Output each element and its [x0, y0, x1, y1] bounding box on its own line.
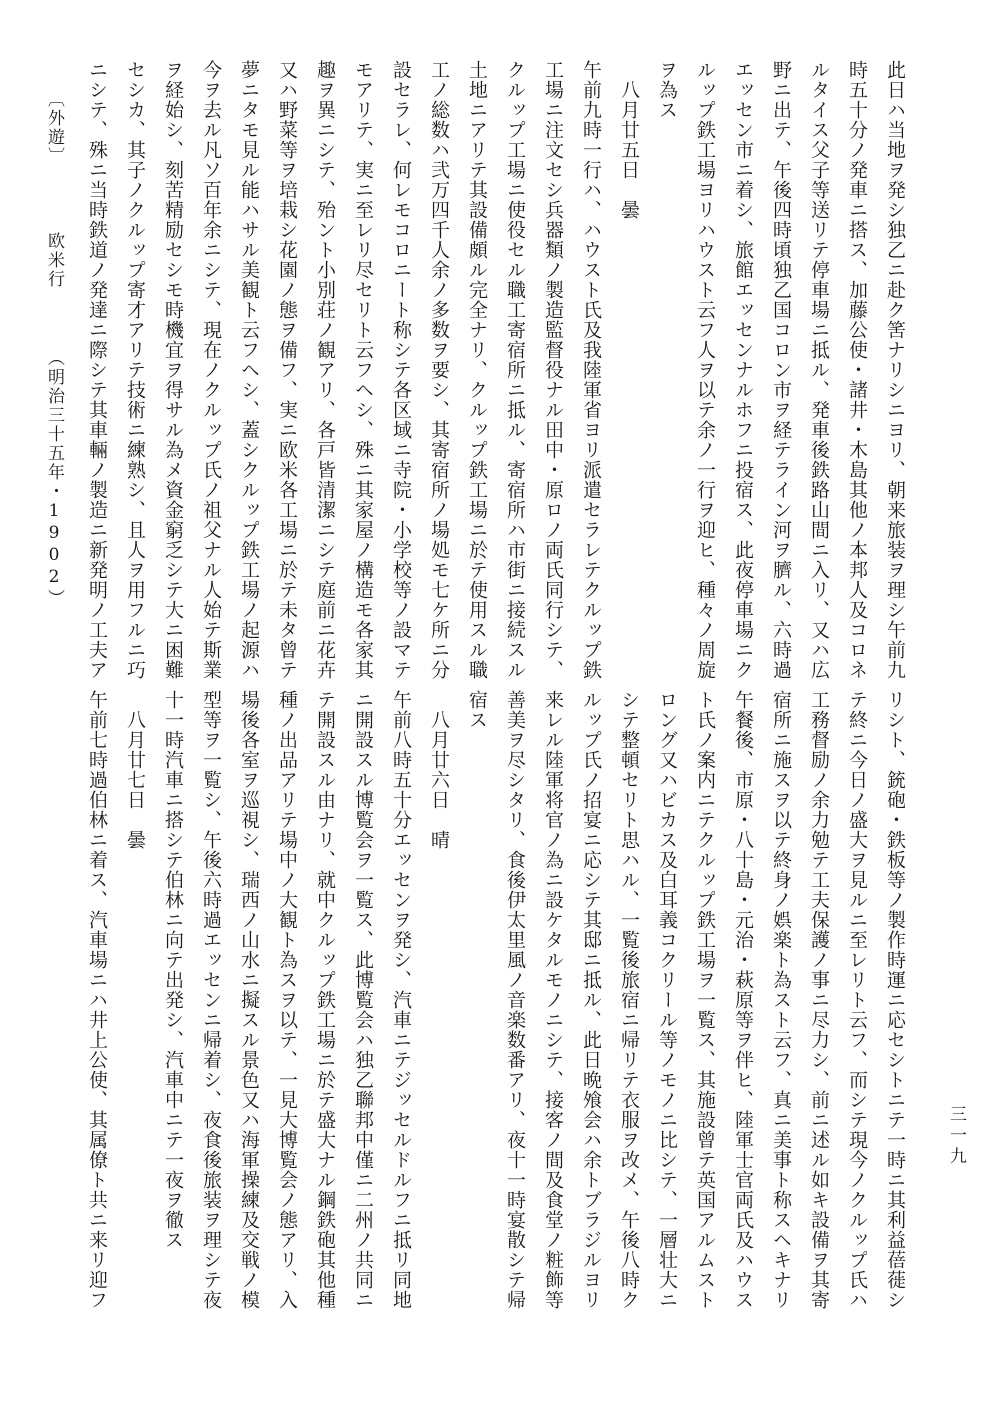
text-column: 来レル陸軍将官ノ為ニ設ケタルモノニシテ、接客ノ間及食堂ノ粧飾等 — [542, 690, 564, 1310]
text-column: シテ整頓セリト思ハル、一覧後旅宿ニ帰リテ衣服ヲ改メ、午後八時ク — [618, 690, 640, 1310]
text-column: 午前七時過伯林ニ着ス、汽車場ニハ井上公使、其属僚ト共ニ来リ迎フ — [86, 690, 108, 1310]
date-heading: 八月廿五日 曇 — [618, 60, 640, 220]
text-column: ルタイス父子等送リテ停車場ニ抵ル、発車後鉄路山間ニ入リ、又ハ広 — [808, 60, 830, 680]
text-column: ニ開設スル博覧会ヲ一覧ス、此博覧会ハ独乙聯邦中僅ニ二州ノ共同ニ — [352, 690, 374, 1310]
text-column: 時五十分ノ発車ニ搭ス、加藤公使・諸井・木島其他ノ本邦人及コロネ — [846, 60, 868, 680]
running-head-era: （明治三十五年・1902） — [44, 349, 64, 608]
text-column: ヲ経始シ、刻苦精励セシモ時機宜ヲ得サル為メ資金窮乏シテ大ニ困難 — [162, 60, 184, 680]
text-column: 趣ヲ異ニシテ、殆ント小別荘ノ観アリ、各戸皆清潔ニシテ庭前ニ花卉 — [314, 60, 336, 680]
text-column: ルップ氏ノ招宴ニ応シテ其邸ニ抵ル、此日晩飧会ハ余トブラジルヨリ — [580, 690, 602, 1310]
text-column: エッセン市ニ着シ、旅館エッセンナルホフニ投宿ス、此夜停車場ニク — [732, 60, 754, 680]
text-column: クルップ工場ニ使役セル職工寄宿所ニ抵ル、寄宿所ハ市街ニ接続スル — [504, 60, 526, 680]
text-column: テ開設スル由ナリ、就中クルップ鉄工場ニ於テ盛大ナル鋼鉄砲其他種 — [314, 690, 336, 1310]
text-column: ニシテ、殊ニ当時鉄道ノ発達ニ際シテ其車輛ノ製造ニ新発明ノ工夫ア — [86, 60, 108, 680]
text-column: 工務督励ノ余力勉テ工夫保護ノ事ニ尽力シ、前ニ述ル如キ設備ヲ其寄 — [808, 690, 830, 1310]
page-number: 三一九 — [946, 1105, 966, 1168]
text-column: 種ノ出品アリテ場中ノ大観ト為スヲ以テ、一見大博覧会ノ態アリ、入 — [276, 690, 298, 1310]
text-column: 善美ヲ尽シタリ、食後伊太里風ノ音楽数番アリ、夜十一時宴散シテ帰 — [504, 690, 526, 1310]
date-heading: 八月廿六日 晴 — [428, 690, 450, 850]
text-column: ト氏ノ案内ニテクルップ鉄工場ヲ一覧ス、其施設曾テ英国アルムスト — [694, 690, 716, 1310]
text-column: 場後各室ヲ巡視シ、瑞西ノ山水ニ擬スル景色又ハ海軍操練及交戦ノ模 — [238, 690, 260, 1310]
running-head-section: 〔外遊〕 — [44, 90, 64, 166]
text-column: モアリテ、実ニ至レリ尽セリト云フヘシ、殊ニ其家屋ノ構造モ各家其 — [352, 60, 374, 680]
text-column: セシカ、其子ノクルップ寄才アリテ技術ニ練熟シ、且人ヲ用フルニ巧 — [124, 60, 146, 680]
text-column: 午餐後、市原・八十島・元治・萩原等ヲ伴ヒ、陸軍士官両氏及ハウス — [732, 690, 754, 1310]
text-column: 宿ス — [466, 690, 488, 730]
text-column: 工場ニ注文セシ兵器類ノ製造監督役ナル田中・原ロノ両氏同行シテ、 — [542, 60, 564, 680]
date-heading: 八月廿七日 曇 — [124, 690, 146, 850]
text-column: 午前九時一行ハ、ハウスト氏及我陸軍省ヨリ派遣セラレテクルップ鉄 — [580, 60, 602, 680]
text-column: ルップ鉄工場ヨリハウスト云フ人ヲ以テ余ノ一行ヲ迎ヒ、種々ノ周旋 — [694, 60, 716, 680]
text-column: 宿所ニ施スヲ以テ終身ノ娯楽ト為スト云フ、真ニ美事ト称スヘキナリ — [770, 690, 792, 1310]
text-column: リシト、銃砲・鉄板等ノ製作時運ニ応セシトニテ一時ニ其利益蓓蓰シ — [884, 690, 906, 1310]
text-column: 設セラレ、何レモコロニート称シテ各区域ニ寺院・小学校等ノ設マテ — [390, 60, 412, 680]
text-column: 今ヲ去ル凡ソ百年余ニシテ、現在ノクルップ氏ノ祖父ナル人始テ斯業 — [200, 60, 222, 680]
text-column: ロング又ハビカス及白耳義コクリール等ノモノニ比シテ、一層壮大ニ — [656, 690, 678, 1310]
running-head — [42, 90, 67, 608]
text-column: ヲ為ス — [656, 60, 678, 120]
text-column: 此日ハ当地ヲ発シ独乙ニ赴ク筈ナリシニヨリ、朝来旅装ヲ理シ午前九 — [884, 60, 906, 680]
text-column: 又ハ野菜等ヲ培栽シ花園ノ態ヲ備フ、実ニ欧米各工場ニ於テ未タ曾テ — [276, 60, 298, 680]
text-column: 型等ヲ一覧シ、午後六時過エッセンニ帰着シ、夜食後旅装ヲ理シテ夜 — [200, 690, 222, 1310]
text-column: 午前八時五十分エッセンヲ発シ、汽車ニテジッセルドルフニ抵リ同地 — [390, 690, 412, 1310]
text-column: 工ノ総数ハ弐万四千人余ノ多数ヲ要シ、其寄宿所ノ場処モ七ケ所ニ分 — [428, 60, 450, 680]
running-head-title: 欧米行 — [44, 232, 64, 289]
text-column: 十一時汽車ニ搭シテ伯林ニ向テ出発シ、汽車中ニテ一夜ヲ徹ス — [162, 690, 184, 1250]
text-column: 土地ニアリテ其設備頗ル完全ナリ、クルップ鉄工場ニ於テ使用スル職 — [466, 60, 488, 680]
text-column: 夢ニタモ見ル能ハサル美観ト云フヘシ、蓋シクルップ鉄工場ノ起源ハ — [238, 60, 260, 680]
text-column: 野ニ出テ、午後四時頃独乙国コロン市ヲ経テライン河ヲ臍ル、六時過 — [770, 60, 792, 680]
text-column: テ終ニ今日ノ盛大ヲ見ルニ至レリト云フ、而シテ現今ノクルップ氏ハ — [846, 690, 868, 1310]
